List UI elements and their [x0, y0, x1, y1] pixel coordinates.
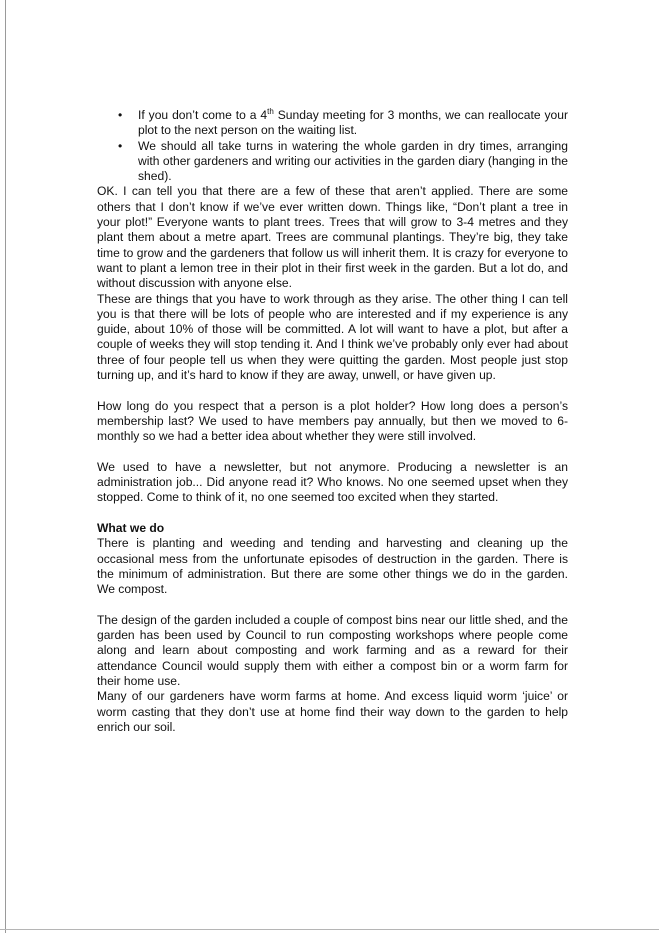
document-body: [97, 108, 568, 735]
section-heading: What we do: [97, 521, 165, 536]
paragraph: We used to have a newsletter, but not anymore. Producing a newsletter is an administration job... Did anyone read it? Who knows. No one seemed upset when they stopped. Come to think of it, no one seemed too excited when they started.: [97, 459, 568, 505]
paragraph: There is planting and weeding and tending and harvesting and cleaning up the occasional mess from the unfortunate episodes of destruction in the garden. There is the minimum of administration. But there are some other things we do in the garden. We compost.: [97, 536, 568, 597]
list-item: [97, 108, 568, 139]
bullet-icon: •: [118, 138, 123, 153]
scan-bottom-line: [0, 929, 659, 930]
superscript: th: [267, 107, 274, 116]
paragraph: The design of the garden included a couple of compost bins near our little shed, and the garden has been used by Council to run composting workshops where people come along and learn about composting and work farming and as a reward for their attendance Council would supply them with either a compost bin or a worm farm for their home use.: [97, 612, 568, 688]
list-item: [97, 139, 568, 185]
scan-edge-line: [5, 0, 6, 933]
rules-list: [97, 108, 568, 184]
paragraph: How long do you respect that a person is a plot holder? How long does a person’s membership last? We used to have members pay annually, but then we moved to 6-monthly so we had a better idea about whether they were still involved.: [97, 398, 568, 444]
paragraph: These are things that you have to work through as they arise. The other thing I can tell you is that there will be lots of people who are interested and if my experience is any guide, about 10% of those will be committed. A lot will want to have a plot, but after a couple of weeks they will stop tending it. And I think we’ve probably only ever had about three of four people tell us when they were quitting the garden. Most people just stop turning up, and it’s hard to know if they are away, unwell, or have given up.: [97, 291, 568, 383]
paragraph: OK. I can tell you that there are a few of these that aren’t applied. There are some others that I don’t know if we’ve ever written down. Things like, “Don’t plant a tree in your plot!” Everyone wants to plant trees. Trees that will grow to 3-4 metres and they plant them about a metre apart. Trees are communal plantings. They’re big, they take time to grow and the gardeners that follow us will inherit them. It is crazy for everyone to want to plant a lemon tree in their plot in their first week in the garden. But a lot do, and without discussion with anyone else.: [97, 184, 568, 291]
bullet-text: If you don’t come to a 4th Sunday meeting for 3 months, we can reallocate your plot to the next person on the waiting list.: [138, 107, 568, 138]
bullet-icon: •: [118, 108, 123, 122]
bullet-text: We should all take turns in watering the whole garden in dry times, arranging with other gardeners and writing our activities in the garden diary (hanging in the shed).: [138, 138, 568, 184]
paragraph: Many of our gardeners have worm farms at home. And excess liquid worm ‘juice’ or worm casting that they don’t use at home find their way down to the garden to help enrich our soil.: [97, 689, 568, 734]
